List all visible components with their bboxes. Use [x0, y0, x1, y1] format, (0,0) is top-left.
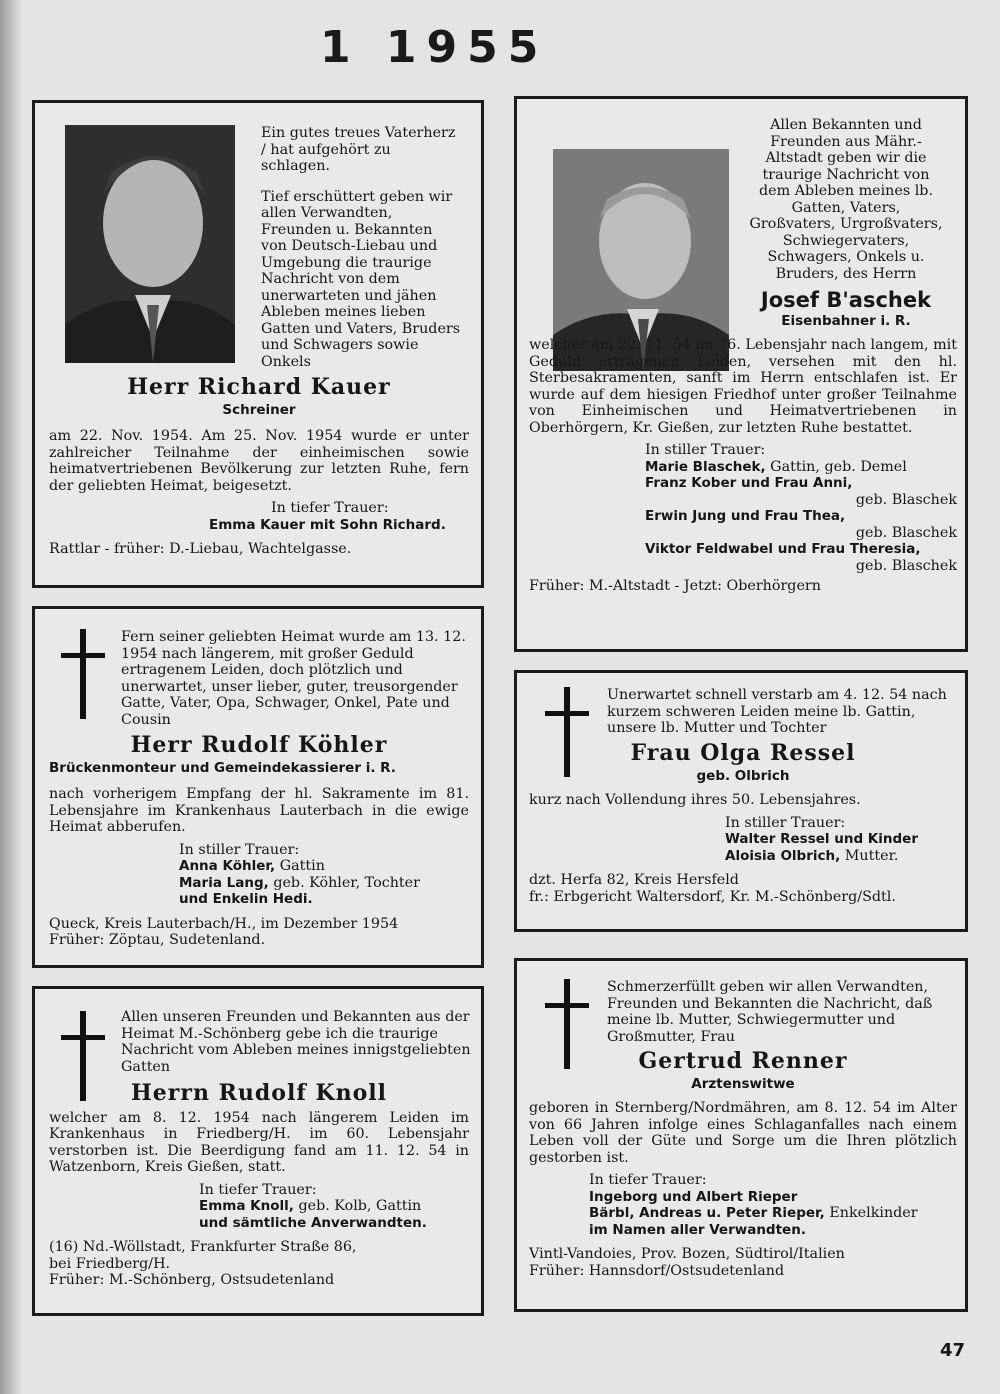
mourner-4: Viktor Feldwabel und Frau Theresia,	[645, 541, 921, 557]
mourner-2-relation: geb. Blaschek	[855, 491, 957, 508]
mourner-1-relation: geb. Kolb, Gattin	[298, 1198, 422, 1214]
cross-icon	[61, 629, 105, 719]
mourner-2: Franz Kober und Frau Anni,	[645, 475, 853, 491]
notice-richard-kauer	[32, 100, 484, 588]
notice-details: welcher am 8. 12. 1954 nach längerem Leiden im Krankenhaus in Friedberg/H. im 60. Lebensjahr verstorben ist. Die Beerdigung fand am 11. 12. 54 in Watzenborn, Kreis Gießen, statt.	[49, 1109, 469, 1175]
mourner-1-relation: Gattin, geb. Demel	[770, 458, 907, 475]
page-header-year: 1 1955	[320, 22, 549, 73]
mourner-2: und sämtliche Anverwandten.	[199, 1214, 427, 1231]
page-number: 47	[940, 1340, 966, 1361]
mourner-1: Anna Köhler,	[179, 858, 276, 874]
mourner-3: Erwin Jung und Frau Thea,	[645, 508, 846, 524]
deceased-maiden-name: geb. Olbrich	[696, 767, 790, 784]
notice-text: Fern seiner geliebten Heimat wurde am 13. 12. 1954 nach längerem, mit großer Geduld ertragenem Leiden, doch plötzlich und unerwartet, unser lieber, guter, treusorgender Gatte, Vater, Opa, Schwager, Onkel, Pate und Cousin	[121, 629, 466, 728]
notice-location-2: Früher: Hannsdorf/Ostsudetenland	[529, 1262, 785, 1279]
notice-rudolf-koehler	[32, 606, 484, 968]
notice-text: Unerwartet schnell verstarb am 4. 12. 54 nach kurzem schweren Leiden meine lb. Gattin, unsere lb. Mutter und Tochter	[607, 687, 947, 736]
mourner-2: Maria Lang,	[179, 874, 269, 891]
mourner-3: im Namen aller Verwandten.	[589, 1221, 806, 1238]
mourner-2: Bärbl, Andreas u. Peter Rieper,	[589, 1205, 825, 1221]
notice-details: am 22. Nov. 1954. Am 25. Nov. 1954 wurde er unter zahlreicher Teilnahme der einheimischen sowie heimatvertriebenen Bevölkerung zur letzten Ruhe, fern der geliebten Heimat, beigesetzt.	[49, 428, 469, 494]
portrait-photo-richard-kauer	[65, 125, 235, 363]
deceased-name: Josef B'aschek	[760, 288, 932, 312]
mourner-4-relation: geb. Blaschek	[855, 557, 957, 574]
notice-gertrud-renner	[514, 958, 968, 1312]
mourning-title: In stiller Trauer:	[179, 841, 300, 858]
deceased-occupation: Schreiner	[222, 401, 296, 418]
notice-location-3: Früher: M.-Schönberg, Ostsudetenland	[49, 1272, 335, 1288]
mourner-3-relation: geb. Blaschek	[855, 524, 957, 541]
notice-location-2: fr.: Erbgericht Waltersdorf, Kr. M.-Schönberg/Sdtl.	[529, 888, 896, 905]
notice-details: nach vorherigem Empfang der hl. Sakramente im 81. Lebensjahre im Krankenhaus Lauterbach in die ewige Heimat abberufen.	[49, 786, 469, 835]
deceased-name: Herr Rudolf Köhler	[130, 732, 388, 758]
notice-text: Tief erschüttert geben wir allen Verwandten, Freunden u. Bekannten von Deutsch-Liebau und Umgebung die traurige Nachricht von dem unerwarteten und jähen Ableben meines lieben Gatten und Vaters, Bruders und Schwagers sowie Onkels	[261, 188, 461, 370]
notice-details: welcher am 22. 11. 54 im 76. Lebensjahr nach langem, mit Geduld ertragenen Leiden, versehen mit den hl. Sterbesakramenten, sanft im Herrn entschlafen ist. Er wurde auf dem hiesigen Friedhof unter großer Teilnahme von Einheimischen und Heimatvertriebenen in Oberhörgern, Kr. Gießen, zur letzten Ruhe bestattet.	[529, 337, 957, 436]
mourner-2-relation: Enkelkinder	[829, 1205, 918, 1221]
mourner-2: Aloisia Olbrich,	[725, 847, 841, 864]
deceased-occupation: Eisenbahner i. R.	[781, 312, 911, 329]
notice-olga-ressel	[514, 670, 968, 932]
notice-text: Allen unseren Freunden und Bekannten aus der Heimat M.-Schönberg gebe ich die traurige Nachricht vom Ableben meines innigstgeliebten Gatten	[121, 1009, 471, 1075]
notice-intro: Ein gutes treues Vaterherz / hat aufgehört zu schlagen.	[261, 125, 456, 174]
notice-location-2: Früher: Zöptau, Sudetenland.	[49, 932, 266, 948]
mourner-3: und Enkelin Hedi.	[179, 891, 313, 907]
mourning-title: In stiller Trauer:	[645, 442, 766, 458]
deceased-name: Gertrud Renner	[638, 1048, 848, 1074]
mourner-2-relation: Mutter.	[844, 847, 899, 864]
notice-location-1: dzt. Herfa 82, Kreis Hersfeld	[529, 872, 739, 888]
notice-text: Schmerzerfüllt geben wir allen Verwandten, Freunden und Bekannten die Nachricht, daß meine lb. Mutter, Schwiegermutter und Großmutter, Frau	[607, 979, 933, 1045]
mourning-title: In stiller Trauer:	[725, 814, 846, 831]
mourners: Emma Kauer mit Sohn Richard.	[209, 516, 446, 533]
deceased-name: Herr Richard Kauer	[127, 374, 391, 400]
notice-josef-blaschek	[514, 96, 968, 652]
mourner-2-relation: geb. Köhler, Tochter	[273, 874, 420, 891]
mourner-1: Walter Ressel und Kinder	[725, 831, 918, 847]
deceased-occupation: Brückenmonteur und Gemeindekassierer i. R.	[49, 759, 396, 776]
notice-text: Allen Bekannten und Freunden aus Mähr.-Altstadt geben wir die traurige Nachricht von dem Ableben meines lb. Gatten, Vaters, Großvaters, Urgroßvaters, Schwiegervaters, Schwagers, Onkels u. Bruders, des Herrn	[749, 117, 943, 282]
notice-rudolf-knoll	[32, 986, 484, 1316]
mourning-title: In tiefer Trauer:	[271, 500, 389, 516]
notice-location-1: Queck, Kreis Lauterbach/H., im Dezember 1954	[49, 915, 399, 932]
notice-location: Früher: M.-Altstadt - Jetzt: Oberhörgern	[529, 578, 821, 594]
mourner-1: Marie Blaschek,	[645, 458, 766, 475]
mourning-title: In tiefer Trauer:	[199, 1181, 317, 1198]
notice-location-1: Vintl-Vandoies, Prov. Bozen, Südtirol/Italien	[529, 1246, 845, 1262]
mourner-1-relation: Gattin	[279, 858, 325, 874]
page-binding-shadow	[0, 0, 22, 1394]
notice-details: geboren in Sternberg/Nordmähren, am 8. 12. 54 im Alter von 66 Jahren infolge eines Schlaganfalles nach einem Leben voll der Güte und Sorge um die Ihren plötzlich gestorben ist.	[529, 1100, 957, 1166]
notice-details: kurz nach Vollendung ihres 50. Lebensjahres.	[529, 792, 861, 808]
mourner-1: Ingeborg und Albert Rieper	[589, 1188, 798, 1205]
deceased-name: Frau Olga Ressel	[630, 740, 856, 766]
notice-location-1: (16) Nd.-Wöllstadt, Frankfurter Straße 86,	[49, 1239, 357, 1255]
mourner-1: Emma Knoll,	[199, 1198, 294, 1214]
mourning-title: In tiefer Trauer:	[589, 1172, 707, 1188]
deceased-name: Herrn Rudolf Knoll	[131, 1080, 387, 1106]
notice-location-2: bei Friedberg/H.	[49, 1255, 171, 1272]
notice-location: Rattlar - früher: D.-Liebau, Wachtelgasse.	[49, 541, 352, 557]
deceased-occupation: Arztenswitwe	[691, 1075, 795, 1092]
